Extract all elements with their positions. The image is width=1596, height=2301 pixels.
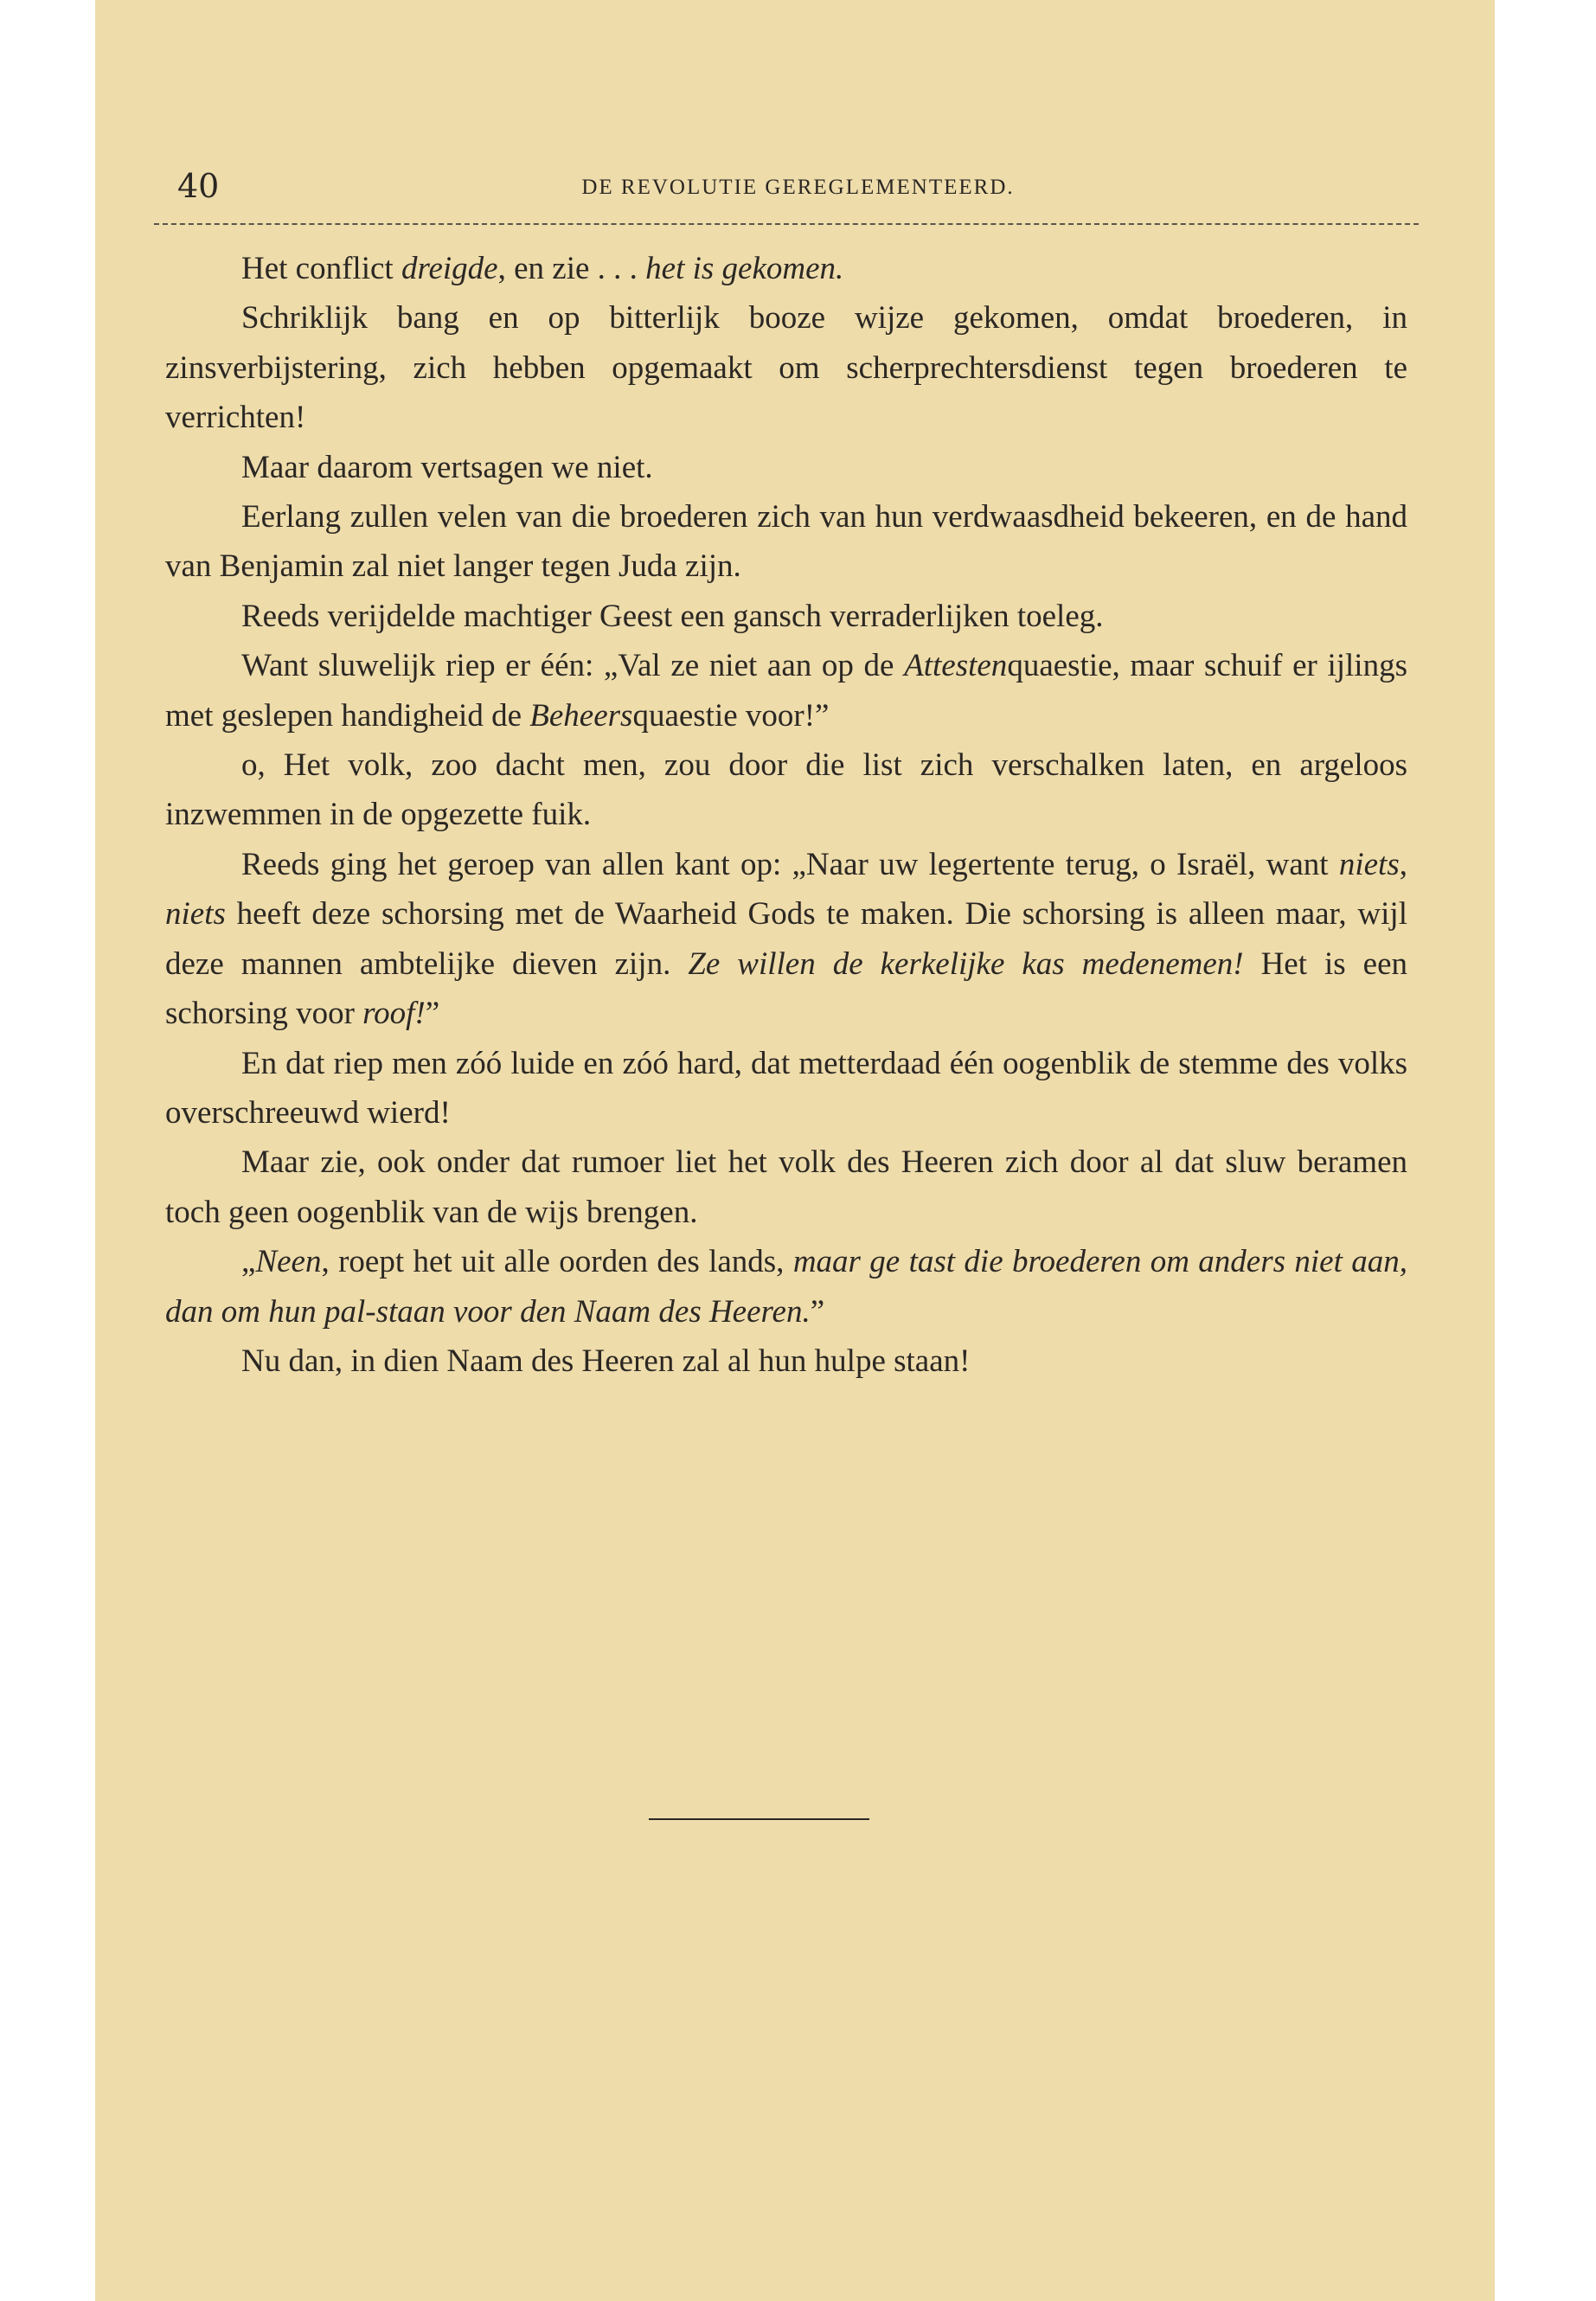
paragraph: Nu dan, in dien Naam des Heeren zal al hun hulpe staan! xyxy=(241,1343,971,1379)
italic-run: Attesten xyxy=(904,648,1008,684)
italic-run: het is gekomen. xyxy=(645,251,844,286)
page-number: 40 xyxy=(177,167,220,205)
paragraph: Eerlang zullen velen van die broederen zich van hun verdwaasdheid bekeeren, en de hand van Benjamin zal niet langer tegen Juda zijn. xyxy=(165,499,1407,585)
text-run: , en zie . . . xyxy=(497,251,646,286)
text-run: , xyxy=(1399,846,1407,882)
header-rule xyxy=(154,223,1419,225)
italic-run: dreigde xyxy=(401,251,498,286)
text-run: Het conflict xyxy=(241,251,401,286)
text-run: „ xyxy=(241,1244,256,1280)
italic-run: niets xyxy=(165,896,226,933)
text-run: quaestie, maar schuif er ijlings met geslepen handigheid de xyxy=(165,648,1407,734)
body-text xyxy=(165,244,1407,1386)
text-run: ” xyxy=(810,1293,825,1330)
italic-run: Beheers xyxy=(529,697,633,734)
paragraph xyxy=(165,1237,1407,1336)
text-run: , roept het uit alle oorden des lands, xyxy=(321,1244,793,1280)
paragraph: o, Het volk, zoo dacht men, zou door die list zich verschalken laten, en argeloos inzwemmen in de opgezette fuik. xyxy=(165,747,1407,833)
text-run: Reeds ging het geroep van allen kant op: „Naar uw legertente terug, o Israël, want xyxy=(241,846,1339,882)
end-rule xyxy=(649,1818,869,1820)
paragraph: Maar zie, ook onder dat rumoer liet het volk des Heeren zich door al dat sluw beramen toch geen oogenblik van de wijs brengen. xyxy=(165,1144,1407,1230)
italic-run: roof! xyxy=(362,996,426,1032)
italic-run: Neen xyxy=(255,1244,322,1280)
paragraph: En dat riep men zóó luide en zóó hard, dat metterdaad één oogenblik de stemme des volks overschreeuwd wierd! xyxy=(165,1045,1407,1131)
text-run: ” xyxy=(425,996,440,1032)
text-run: Het is een schorsing voor xyxy=(165,945,1407,1032)
paragraph xyxy=(165,840,1407,1039)
paragraph xyxy=(165,641,1407,740)
text-run: heeft deze schorsing met de Waarheid Gods te maken. Die schorsing is alleen maar, wijl deze mannen ambtelijke dieven zijn. xyxy=(165,896,1407,982)
paragraph xyxy=(165,244,1407,293)
text-run: Want sluwelijk riep er één: „Val ze niet aan op de xyxy=(241,648,905,684)
running-title: DE REVOLUTIE GEREGLEMENTEERD. xyxy=(581,176,1015,199)
paragraph: Maar daarom vertsagen we niet. xyxy=(241,449,653,485)
italic-run: maar ge tast die broederen om anders niet aan, dan om hun pal-staan voor den Naam des Heeren. xyxy=(165,1244,1407,1330)
text-run: quaestie voor!” xyxy=(632,697,830,734)
paragraph: Reeds verijdelde machtiger Geest een gansch verraderlijken toeleg. xyxy=(241,598,1104,634)
italic-run: niets xyxy=(1338,846,1400,882)
paragraph: Schriklijk bang en op bitterlijk booze wijze gekomen, omdat broederen, in zinsverbijstering, zich hebben opgemaakt om scherprechtersdienst tegen broederen te verrichten! xyxy=(165,300,1407,436)
italic-run: Ze willen de kerkelijke kas medenemen! xyxy=(688,945,1244,982)
